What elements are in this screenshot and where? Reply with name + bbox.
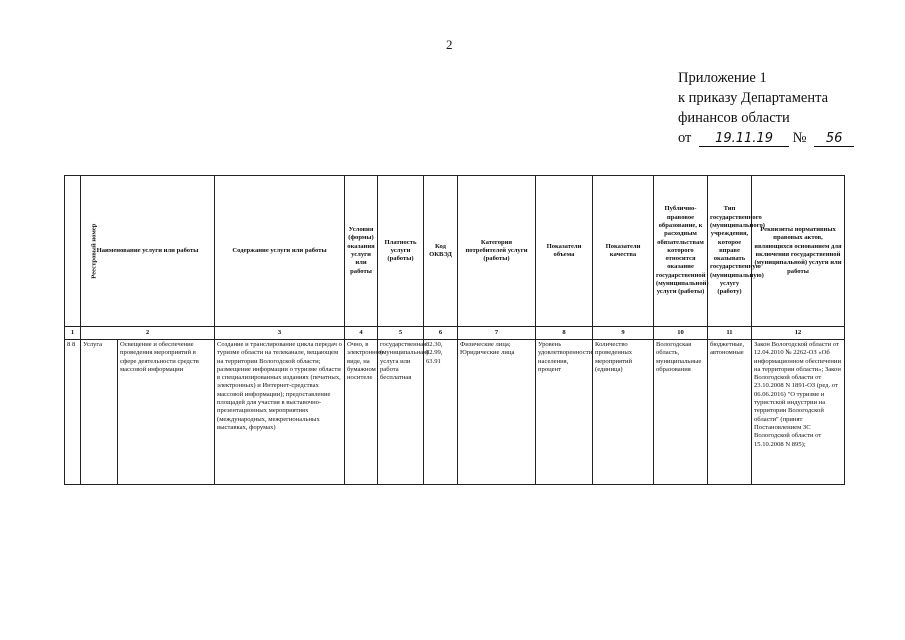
cell-service-content: Создание и транслирование цикла передач о туризме области на телеканале, вещающем на территории Вологодской области; размещение информации о туризме области в специализированных изданиях (печатных, электронных) и Интернет-средствах массовой информации); предоставление площадей для участия в выставочно-презентационных мероприятиях (международных, межрегиональных выставках, форумах)	[215, 340, 345, 485]
header-conditions: Условия (формы) оказания услуги или работы	[345, 176, 378, 327]
cell-registry-number: 8 8	[65, 340, 81, 485]
header-registry-number	[65, 176, 98, 327]
cell-type: Услуга	[81, 340, 118, 485]
appendix-title: Приложение 1	[678, 70, 767, 86]
header-legal-acts: Реквизиты нормативных правовых актов, являющихся основанием для включения государственной (муниципальной) услуги или работы	[752, 176, 845, 327]
okved-code: 63.91	[426, 357, 441, 365]
column-number: 10	[654, 327, 708, 340]
header-okved: Код ОКВЭД	[424, 176, 458, 327]
cell-quality: Количество проведенных мероприятий (единица)	[593, 340, 654, 485]
column-number: 12	[752, 327, 845, 340]
appendix-line-order: к приказу Департамента	[678, 90, 829, 106]
header-service-name: Наименование услуги или работы	[81, 176, 215, 327]
header-volume: Показатели объема	[536, 176, 593, 327]
column-number: 9	[593, 327, 654, 340]
okved-code: 82.99,	[426, 349, 443, 357]
column-number: 4	[345, 327, 378, 340]
table-row	[65, 340, 845, 485]
cell-volume: Уровень удовлетворенности населения, процент	[536, 340, 593, 485]
cell-okved	[424, 340, 458, 485]
column-number: 8	[536, 327, 593, 340]
column-number-row	[65, 327, 845, 340]
cell-service-name: Освещение и обеспечение проведения мероприятий в сфере деятельности средств массовой информации	[118, 340, 215, 485]
appendix-date-line	[678, 128, 854, 148]
cell-conditions: Очно, в электронном виде, на бумажном носителе	[345, 340, 378, 485]
header-public-entity: Публично-правовое образование, к расходным обязательствам которого относится оказание государственной (муниципальной) услуги (работы)	[654, 176, 708, 327]
header-quality: Показатели качества	[593, 176, 654, 327]
column-number: 5	[378, 327, 424, 340]
cell-public-entity: Вологодская область, муниципальные образования	[654, 340, 708, 485]
header-paid: Платность услуги (работы)	[378, 176, 424, 327]
header-registry-number-label: Реестровый номер	[90, 223, 98, 279]
cell-consumers: Физические лица; Юридические лица	[458, 340, 536, 485]
number-prefix: №	[792, 130, 807, 146]
date-value: 19.11.19	[699, 131, 789, 147]
header-service-content: Содержание услуги или работы	[215, 176, 345, 327]
cell-institution-type: бюджетные, автономные	[708, 340, 752, 485]
column-number: 1	[65, 327, 81, 340]
column-number: 7	[458, 327, 536, 340]
appendix-block	[678, 68, 854, 148]
column-number: 6	[424, 327, 458, 340]
header-consumers: Категория потребителей услуги (работы)	[458, 176, 536, 327]
column-number: 2	[81, 327, 215, 340]
date-prefix: от	[678, 130, 692, 146]
column-number: 11	[708, 327, 752, 340]
column-number: 3	[215, 327, 345, 340]
services-registry-table	[64, 175, 845, 485]
header-row	[65, 176, 845, 327]
header-institution-type: Тип государственного (муниципального) учреждения, которое вправе оказывать государственную (муниципальную) услугу (работу)	[708, 176, 752, 327]
cell-legal-acts: Закон Вологодской области от 12.04.2010 № 2262-ОЗ «Об информационном обеспечении на территории области»; Закон Вологодской области от 23.10.2008 N 1891-ОЗ (ред. от 06.06.2016) "О туризме и туристской индустрии на территории Вологодской области" (принят Постановлением ЗС Вологодской области от 15.10.2008 N 895);	[752, 340, 845, 485]
okved-code: 82.30,	[426, 341, 443, 348]
appendix-line-department: финансов области	[678, 110, 790, 126]
page-number: 2	[446, 37, 453, 52]
number-value: 56	[814, 131, 854, 147]
cell-paid: государственная (муниципальная) услуга или работа бесплатная	[378, 340, 424, 485]
